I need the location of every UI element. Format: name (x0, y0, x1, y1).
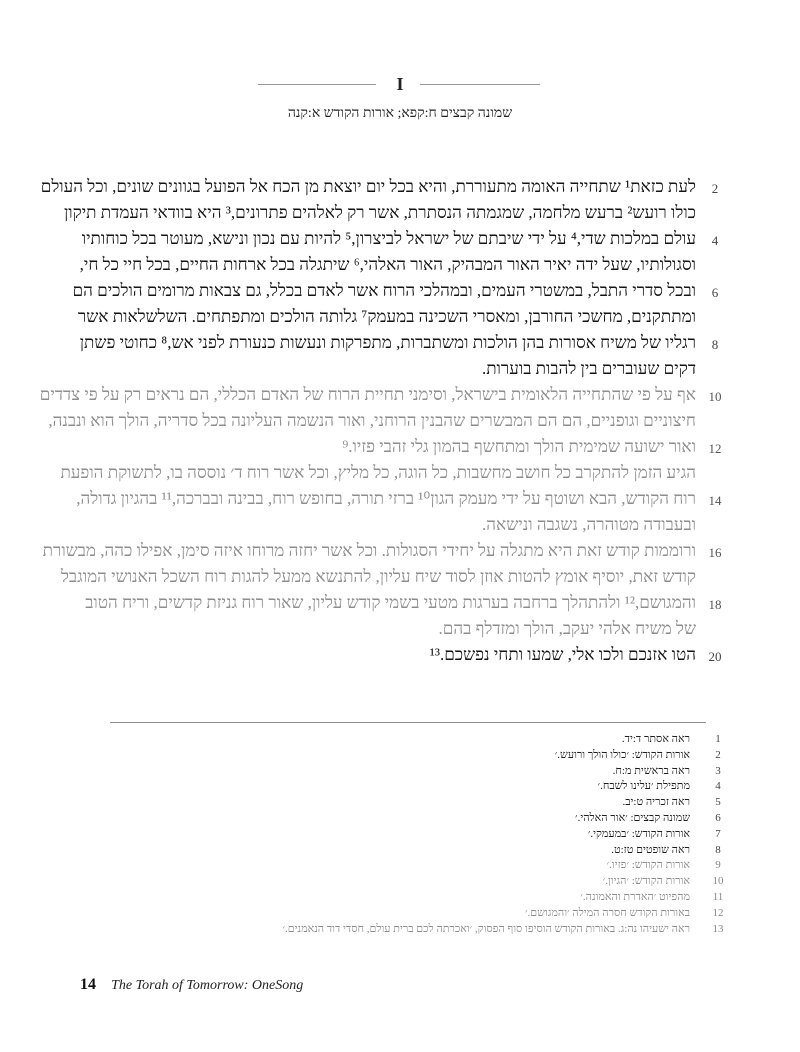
footnote-number: 12 (712, 906, 724, 919)
text-line (0, 461, 800, 485)
text-line-content: ורוממות קודש זאת היא מתגלה על יחידי הסגולות. וכל אשר יחזה מרוחו איזה סימן, אפילו כהה, מבשורת (42, 541, 696, 560)
text-line-content: קודש זאת, יוסיף אומץ להטות אוזן לסוד שיח עליון, להתנשא ממעל להגות רוח השכל האנושי המוגבל (60, 567, 696, 586)
line-number: 16 (708, 545, 722, 560)
text-line (0, 513, 800, 537)
text-line (0, 305, 800, 329)
line-number: 14 (708, 493, 722, 508)
text-line-content: וסגולותיו, שעל ידה יאיר האור המבהיק, האור האלהי,⁶ שיתגלה בכל ארחות החיים, בכל חיי כל חי, (79, 255, 696, 274)
text-line-content: אף על פי שהתחייה הלאומית בישראל, וסימני תחיית הרוח של האדם הכללי, הם נראים רק על פי צדדים (39, 385, 696, 404)
text-line (0, 617, 800, 641)
footnote-text: מתפילת ׳עלינו לשבח.׳ (597, 780, 690, 793)
source-reference: שמונה קבצים ח:קפא; אורות הקודש א:קנה (287, 106, 513, 121)
footnote (0, 905, 800, 921)
footnote-text: שמונה קבצים: ׳אור האלהי.׳ (575, 812, 690, 824)
footnote (0, 810, 800, 826)
footnote-number: 11 (712, 891, 724, 903)
footnote-number: 2 (715, 748, 721, 761)
text-line-content: ובכל סדרי התבל, במשטרי העמים, ובמהלכי הרוח אשר לאדם בכלל, גם צבאות מרומים הולכים הם (72, 281, 696, 300)
text-line-content: לעת כזאת¹ שתחייה האומה מתעוררת, והיא בכל יום יוצאת מן הכח אל הפועל בגוונים שונים, וכל העולם (40, 177, 696, 196)
footnote-number: 13 (712, 922, 724, 935)
footnote (0, 873, 800, 889)
footnote (0, 857, 800, 873)
line-number: 8 (711, 337, 719, 352)
footnote-text: אורות הקודש: ׳כולו הולך ורועש.׳ (554, 748, 690, 761)
text-line (0, 539, 800, 563)
text-line-content: והמגושם,¹² ולהתהלך ברחבה בערגות מטעי בשמי קודש עליון, שאור רוח גניזת קדשים, וריח הטוב (85, 593, 696, 612)
footnote-number: 1 (715, 733, 721, 745)
text-line-content: כולו רועש² ברעש מלחמה, שמגמתה הנסתרת, אשר רק לאלהים פתרונים,³ היא בוודאי העמדת תיקון (63, 203, 696, 222)
page-number: 14 (80, 976, 96, 993)
line-number: 18 (708, 597, 722, 612)
footnote (0, 747, 800, 763)
section-ornament (0, 74, 800, 94)
footnote-number: 7 (715, 827, 721, 840)
footnote-text: אורות הקודש: ׳פזיו.׳ (606, 859, 690, 872)
text-line (0, 331, 800, 355)
section-numeral: I (396, 74, 404, 94)
footnote-text: אורות הקודש: ׳במעמקי.׳ (587, 827, 690, 840)
text-line (0, 409, 800, 433)
ornament-rule-left (258, 84, 376, 85)
text-line (0, 383, 800, 407)
text-line-content: עולם במלכות שדי,⁴ על ידי שיבתם של ישראל לביצרון,⁵ להיות עם נכון ונישא, מעוטר בכל כוחותיו (81, 229, 696, 248)
text-line (0, 253, 800, 277)
footnote (0, 731, 800, 747)
text-line-content: הגיע הזמן להתקרב כל חושב מחשבות, כל הוגה, כל מליץ, וכל אשר רוח ד׳ נוססה בו, לתשוקת הופעת (60, 463, 696, 482)
footnote (0, 921, 800, 937)
footnote-text: ראה שופטים טז:ט. (611, 843, 690, 856)
line-number: 10 (708, 389, 722, 404)
page-footer (80, 974, 303, 998)
footnote-text: ראה בראשית מ:ח. (612, 764, 690, 777)
line-number: 4 (711, 233, 719, 248)
text-line (0, 643, 800, 667)
text-line (0, 175, 800, 199)
text-line-content: של משיח אלהי יעקב, הולך ומזדלף בהם. (438, 619, 696, 638)
footnote-number: 3 (715, 764, 721, 777)
text-line-content: ובעבודה מטוהרה, נשגבה ונישאה. (481, 515, 696, 534)
footnote-text: ראה אסתר ד:יד. (621, 733, 690, 745)
footnote (0, 794, 800, 810)
footnote-number: 9 (715, 859, 721, 872)
ornament-rule-right (420, 84, 540, 85)
text-line (0, 227, 800, 251)
text-line (0, 435, 800, 459)
line-number: 20 (708, 649, 722, 664)
text-line-content: ומתתקנים, מחשכי החורבן, ומאסרי השכינה במעמק⁷ גלותה הולכים ומתפתחים. השלשלאות אשר (77, 307, 696, 326)
footnote (0, 842, 800, 858)
footnote-number: 8 (715, 843, 721, 856)
footnote-number: 6 (715, 812, 721, 824)
text-line (0, 591, 800, 615)
text-line (0, 487, 800, 511)
footnote (0, 778, 800, 794)
line-number: 12 (708, 441, 722, 456)
footnote-text: אורות הקודש: ׳הגיון.׳ (602, 875, 690, 888)
line-number: 6 (711, 285, 719, 300)
text-line (0, 565, 800, 589)
text-line (0, 201, 800, 225)
text-line-content: דקים שעוברים בין להבות בוערות. (481, 359, 696, 378)
book-title: The Torah of Tomorrow: OneSong (111, 978, 304, 993)
text-line-content: רוח הקודש, הבא ושוטף על ידי מעמק הגון¹⁰ ברזי תורה, בחופש רוח, בבינה ובברכה,¹¹ בהגיון גדולה, (76, 489, 696, 508)
footnote-text: ראה זכריה ט:יב. (622, 796, 690, 809)
footnote-text: מהפיוט ׳האדרת והאמונה.׳ (580, 891, 690, 903)
text-line-content: רגליו של משיח אסורות בהן הולכות ומשתברות, מתפרקות ונעשות כנעורת לפני אש,⁸ כחוטי פשתן (79, 333, 696, 352)
footnote-number: 4 (715, 780, 721, 793)
text-line (0, 357, 800, 381)
text-line-content: ואור ישועה שמימית הולך ומתחשף בהמון גלי זהבי פזיו.⁹ (342, 437, 696, 456)
footnote-text: באורות הקודש חסרה המילה ׳והמגושם.׳ (524, 906, 690, 919)
text-line-content: חיצוניים וגופניים, הם הם המבשרים שהבנין הרוחני, ואור הנשמה העליונה בכל סדריה, הולך הוא ונבנה, (48, 411, 696, 430)
footnote (0, 889, 800, 905)
footnote-text: ראה ישעיהו נה:ג. באורות הקודש הוסיפו סוף הפסוק, ׳ואכרתה לכם ברית עולם, חסדי דוד הנאמנים.׳ (282, 922, 690, 935)
text-line-content: הטו אזנכם ולכו אלי, שמעו ותחי נפשכם.¹³ (429, 645, 696, 664)
footnote-number: 10 (712, 875, 724, 888)
footnote (0, 763, 800, 779)
footnote-divider (110, 722, 706, 723)
line-number: 2 (711, 181, 719, 196)
footnote-number: 5 (715, 796, 721, 809)
footnote (0, 826, 800, 842)
text-line (0, 279, 800, 303)
